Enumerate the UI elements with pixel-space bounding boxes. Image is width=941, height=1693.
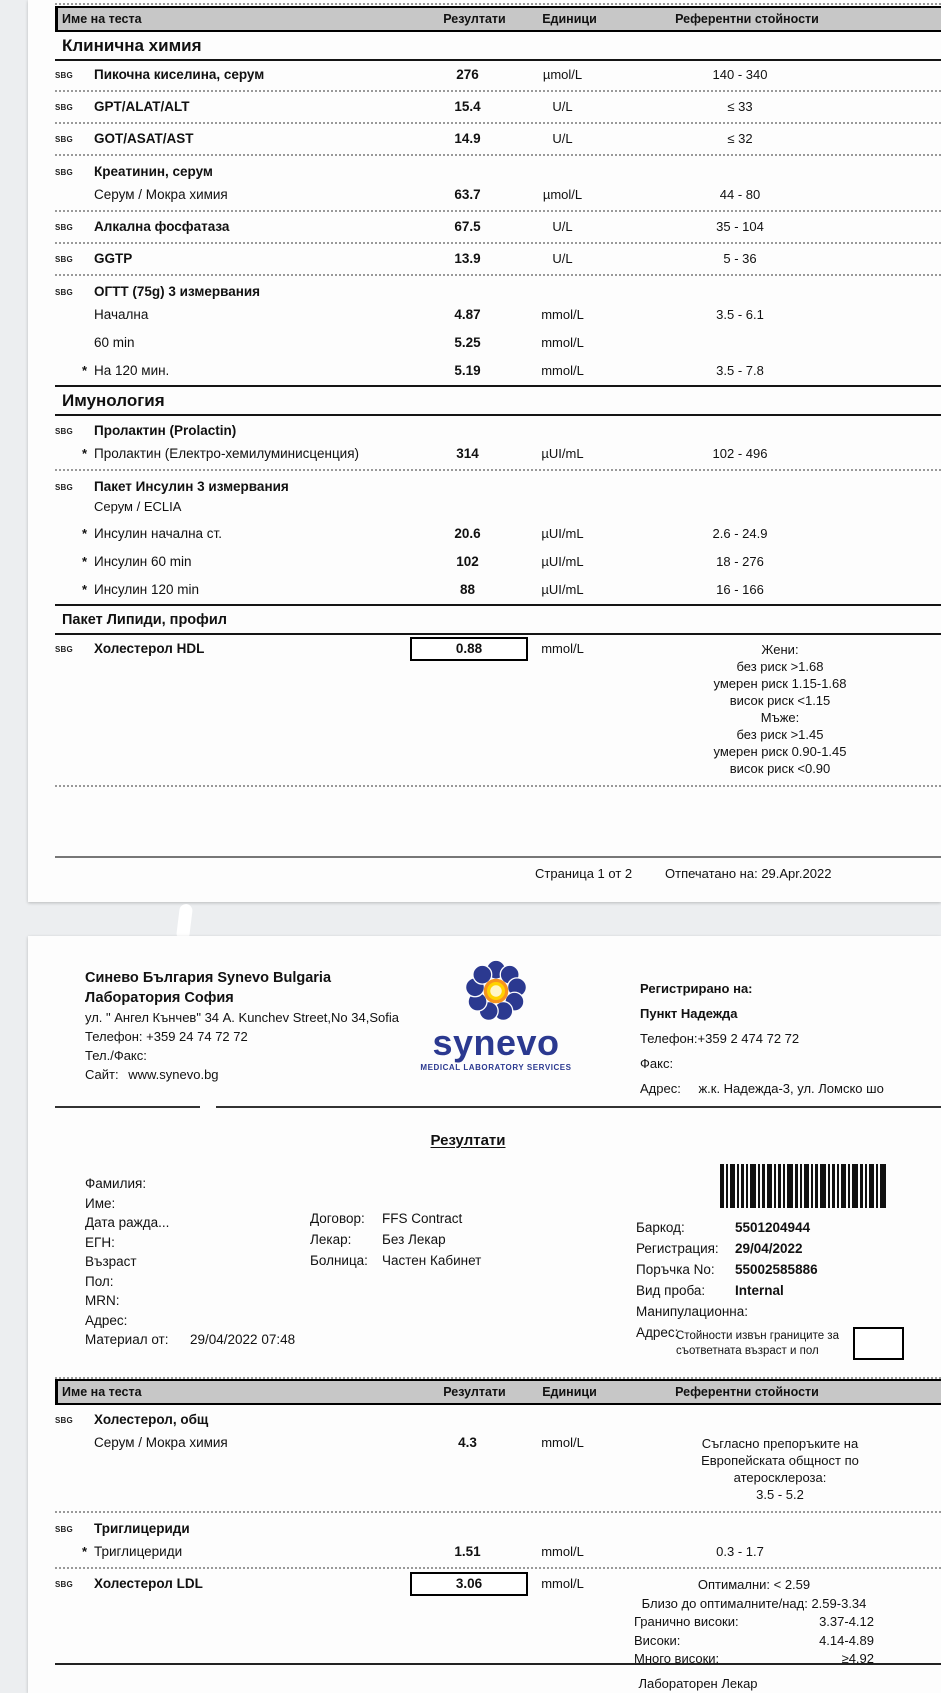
result-cell xyxy=(410,99,525,114)
test-row xyxy=(55,357,941,385)
reference-range: Оптимални: < 2.59 Близо до оптималните/над: 2.59-3.34 Гранично високи: 3.37-4.12 Високи: 4.14-4.89 Много високи: ≥4.92 xyxy=(634,1577,874,1666)
order-field xyxy=(636,1238,818,1259)
report-page-2 xyxy=(28,936,941,1693)
company-name: Синево България Synevo Bulgaria xyxy=(85,970,332,986)
result-cell xyxy=(410,554,525,569)
order-info-right xyxy=(636,1217,818,1343)
test-group-row xyxy=(55,277,941,301)
divider-gap xyxy=(200,1101,216,1113)
units: U/L xyxy=(552,131,573,146)
sbg-prefix: SBG xyxy=(55,71,73,80)
test-name: Инсулин 60 min xyxy=(94,554,192,569)
test-row xyxy=(55,245,941,273)
registered-title: Регистрирано на: xyxy=(640,981,753,996)
outlier-note xyxy=(676,1329,839,1359)
company-lab: Лаборатория София xyxy=(85,990,234,1006)
sbg-prefix: SBG xyxy=(55,645,73,654)
units: mmol/L xyxy=(541,1435,584,1450)
order-field-label: Манипулационна: xyxy=(636,1304,749,1319)
patient-field-label: Пол: xyxy=(85,1273,114,1289)
sbg-prefix: SBG xyxy=(55,427,73,436)
patient-field-label: ЕГН: xyxy=(85,1234,115,1250)
order-field-label: Лекар: xyxy=(310,1232,352,1247)
reference-range: 44 - 80 xyxy=(719,187,761,202)
column-header-results: Резултати xyxy=(443,12,506,26)
result-cell xyxy=(410,251,525,266)
test-group-row xyxy=(55,1405,941,1429)
test-name: 60 min xyxy=(94,335,135,350)
units: mmol/L xyxy=(541,335,584,350)
units: mmol/L xyxy=(541,1544,584,1559)
dotted-separator xyxy=(55,1511,941,1513)
sbg-prefix: SBG xyxy=(55,288,73,297)
results-table-2 xyxy=(55,1376,941,1676)
printed-date: Отпечатано на: 29.Apr.2022 xyxy=(665,866,832,881)
dotted-separator xyxy=(55,122,941,124)
order-field xyxy=(310,1229,481,1250)
column-header-results: Резултати xyxy=(443,1385,506,1399)
registered-at-block xyxy=(640,976,884,1101)
test-row xyxy=(55,125,941,153)
result-cell xyxy=(410,526,525,541)
result-value: 14.9 xyxy=(454,131,481,146)
units: mmol/L xyxy=(541,363,584,378)
abnormal-star: * xyxy=(82,363,88,378)
order-field-label: Поръчка No: xyxy=(636,1262,715,1277)
test-group-row xyxy=(55,472,941,496)
units: µUI/mL xyxy=(541,446,584,461)
test-row xyxy=(55,213,941,241)
company-fax: Тел./Факс: xyxy=(85,1048,147,1063)
abnormal-star: * xyxy=(82,446,88,461)
result-value: 1.51 xyxy=(454,1544,481,1559)
result-value: 102 xyxy=(456,554,479,569)
site-label: Сайт: xyxy=(85,1067,119,1082)
reference-range: Съгласно препоръките на Европейската общност по атеросклероза: 3.5 - 5.2 xyxy=(701,1436,859,1502)
units: U/L xyxy=(552,219,573,234)
registered-point: Пункт Надежда xyxy=(640,1006,738,1021)
order-field-label: Регистрация: xyxy=(636,1241,719,1256)
company-phone: Телефон: +359 24 74 72 72 xyxy=(85,1029,248,1044)
test-name: Холестерол HDL xyxy=(94,641,205,656)
units: U/L xyxy=(552,251,573,266)
results-table-body xyxy=(55,32,941,787)
result-value: 63.7 xyxy=(454,187,481,202)
dotted-separator xyxy=(55,242,941,244)
registered-address-label: Адрес: xyxy=(640,1081,681,1096)
reference-range: 102 - 496 xyxy=(712,446,768,461)
test-name: GPT/ALAT/ALT xyxy=(94,99,190,114)
order-field-value: 5501204944 xyxy=(735,1220,811,1235)
units: mmol/L xyxy=(541,1576,584,1591)
test-group-row xyxy=(55,1514,941,1538)
result-cell xyxy=(410,582,525,597)
result-cell xyxy=(410,307,525,322)
order-field-label: Договор: xyxy=(310,1211,365,1226)
test-name: GGTP xyxy=(94,251,133,266)
outlier-note-line: Стойности извън границите за xyxy=(676,1330,839,1342)
dotted-separator xyxy=(55,1567,941,1569)
result-value: 20.6 xyxy=(454,526,481,541)
brand-name: synevo xyxy=(432,1022,560,1063)
test-row xyxy=(55,548,941,576)
test-name: GOT/ASAT/AST xyxy=(94,131,194,146)
order-field xyxy=(310,1250,481,1271)
test-row xyxy=(55,440,941,468)
test-name: Холестерол LDL xyxy=(94,1576,203,1591)
reference-range: 3.5 - 7.8 xyxy=(716,363,764,378)
order-field xyxy=(636,1280,818,1301)
result-value: 4.3 xyxy=(458,1435,477,1450)
order-field-label: Вид проба: xyxy=(636,1283,706,1298)
test-name: Холестерол, общ xyxy=(94,1412,209,1427)
sbg-prefix: SBG xyxy=(55,135,73,144)
registered-address: ж.к. Надежда-3, ул. Ломско шо xyxy=(698,1081,884,1096)
patient-field-label: Фамилия: xyxy=(85,1176,147,1191)
order-field xyxy=(636,1301,818,1322)
abnormal-star: * xyxy=(82,582,88,597)
dotted-separator xyxy=(55,154,941,156)
units: mmol/L xyxy=(541,641,584,656)
result-value: 276 xyxy=(456,67,479,82)
result-value: 5.19 xyxy=(454,363,481,378)
footer-rule xyxy=(55,1663,941,1665)
test-name: Пикочна киселина, серум xyxy=(94,67,265,82)
result-value: 3.06 xyxy=(410,1572,528,1596)
result-value: 5.25 xyxy=(454,335,481,350)
test-name: Пролактин (Електро-хемилуминисценция) xyxy=(94,446,360,461)
units: µUI/mL xyxy=(541,554,584,569)
column-header-units: Единици xyxy=(542,1385,597,1399)
registered-fax-label: Факс: xyxy=(640,1056,674,1071)
reference-range: 18 - 276 xyxy=(716,554,764,569)
order-field-value: Internal xyxy=(735,1283,784,1298)
footer-rule xyxy=(55,856,941,858)
column-header-test-name: Име на теста xyxy=(62,1385,142,1399)
reference-range: 2.6 - 24.9 xyxy=(712,526,768,541)
test-row xyxy=(55,301,941,329)
result-value: 314 xyxy=(456,446,479,461)
result-value: 67.5 xyxy=(454,219,481,234)
header-divider xyxy=(55,1106,941,1108)
result-cell xyxy=(410,219,525,234)
reference-range: Жени: без риск >1.68 умерен риск 1.15-1.68 висок риск <1.15 Мъже: без риск >1.45 умерен риск 0.90-1.45 висок риск <0.90 xyxy=(713,642,847,776)
test-name: Серум / Мокра химия xyxy=(94,1435,228,1450)
sbg-prefix: SBG xyxy=(55,1416,73,1425)
synevo-flower-icon xyxy=(406,950,586,1032)
reference-range: 16 - 166 xyxy=(716,582,764,597)
units: µUI/mL xyxy=(541,526,584,541)
result-cell xyxy=(410,446,525,461)
column-header-reference: Референтни стойности xyxy=(675,1385,819,1399)
test-row xyxy=(55,181,941,209)
units: µmol/L xyxy=(542,187,583,202)
reference-range: ≤ 32 xyxy=(727,131,753,146)
method-subtext: Серум / ECLIA xyxy=(94,499,182,514)
result-value: 0.88 xyxy=(410,637,528,661)
result-cell xyxy=(410,131,525,146)
result-cell xyxy=(410,67,525,82)
units: mmol/L xyxy=(541,307,584,322)
sbg-prefix: SBG xyxy=(55,168,73,177)
synevo-logo xyxy=(406,950,586,1072)
site-url[interactable]: www.synevo.bg xyxy=(128,1067,219,1082)
outlier-note-line: съответната възраст и пол xyxy=(676,1345,819,1357)
result-cell xyxy=(410,1544,525,1559)
order-field-value: 55002585886 xyxy=(735,1262,818,1277)
result-cell xyxy=(410,641,525,661)
test-name: Инсулин 120 min xyxy=(94,582,200,597)
dotted-separator xyxy=(55,90,941,92)
result-cell xyxy=(410,335,525,350)
reference-range: 5 - 36 xyxy=(723,251,757,266)
brand-tagline: MEDICAL LABORATORY SERVICES xyxy=(420,1063,572,1072)
order-field-label: Баркод: xyxy=(636,1220,685,1235)
registered-phone: +359 2 474 72 72 xyxy=(697,1031,800,1046)
patient-field-label: Дата ражда... xyxy=(85,1215,170,1230)
patient-field-label: Име: xyxy=(85,1195,116,1211)
test-group-row xyxy=(55,416,941,440)
test-row xyxy=(55,1570,941,1676)
patient-field-label: MRN: xyxy=(85,1293,120,1308)
barcode-image xyxy=(720,1164,886,1208)
abnormal-star: * xyxy=(82,554,88,569)
lab-doctor-signature: Лабораторен Лекар xyxy=(638,1676,758,1691)
sbg-prefix: SBG xyxy=(55,483,73,492)
test-name: Пролактин (Prolactin) xyxy=(94,423,237,438)
dotted-separator xyxy=(55,469,941,471)
test-row xyxy=(55,520,941,548)
company-address: ул. " Ангел Кънчев" 34 A. Kunchev Street,No 34,Sofia xyxy=(85,1010,399,1025)
sbg-prefix: SBG xyxy=(55,223,73,232)
patient-field-label: Адрес: xyxy=(85,1312,128,1328)
results-title: Резултати xyxy=(430,1132,506,1149)
result-value: 88 xyxy=(459,582,476,597)
order-field xyxy=(636,1217,818,1238)
outlier-flag-box xyxy=(853,1327,904,1360)
test-row xyxy=(55,1429,941,1510)
result-cell xyxy=(410,363,525,378)
reference-range: 35 - 104 xyxy=(716,219,764,234)
column-header-units: Единици xyxy=(542,12,597,26)
sbg-prefix: SBG xyxy=(55,1525,73,1534)
test-name: Серум / Мокра химия xyxy=(94,187,228,202)
order-field-value: 29/04/2022 xyxy=(735,1241,803,1256)
sbg-prefix: SBG xyxy=(55,103,73,112)
test-name: Пакет Инсулин 3 измервания xyxy=(94,479,289,494)
units: µUI/mL xyxy=(541,582,584,597)
test-name: Алкална фосфатаза xyxy=(94,219,230,234)
material-value: 29/04/2022 07:48 xyxy=(190,1332,296,1347)
registered-phone-label: Телефон: xyxy=(640,1031,698,1046)
units: U/L xyxy=(552,99,573,114)
test-row xyxy=(55,329,941,357)
test-group-row xyxy=(55,157,941,181)
test-name: Инсулин начална ст. xyxy=(94,526,222,541)
dotted-separator xyxy=(55,210,941,212)
test-row xyxy=(55,576,941,604)
registered-address-line xyxy=(640,1076,884,1101)
dotted-separator xyxy=(55,785,941,787)
order-field-label: Адрес: xyxy=(636,1325,679,1340)
patient-info-block xyxy=(85,1174,295,1350)
abnormal-star: * xyxy=(82,526,88,541)
dotted-separator xyxy=(55,3,941,5)
results-table-header xyxy=(55,6,941,32)
results-table-header xyxy=(55,1379,941,1405)
result-cell xyxy=(410,1435,525,1450)
abnormal-star: * xyxy=(82,1544,88,1559)
units: µmol/L xyxy=(542,67,583,82)
sbg-prefix: SBG xyxy=(55,255,73,264)
dotted-separator xyxy=(55,274,941,276)
result-cell xyxy=(410,1576,525,1596)
column-header-reference: Референтни стойности xyxy=(675,12,819,26)
result-cell xyxy=(410,187,525,202)
order-field-value: FFS Contract xyxy=(382,1211,463,1226)
reference-range: 140 - 340 xyxy=(712,67,768,82)
test-name: Начална xyxy=(94,307,149,322)
test-name: Креатинин, серум xyxy=(94,164,213,179)
section-title: Клинична химия xyxy=(62,36,202,55)
result-value: 4.87 xyxy=(454,307,481,322)
results-table-body xyxy=(55,1405,941,1676)
lab-company-block xyxy=(85,968,399,1084)
reference-range: 3.5 - 6.1 xyxy=(716,307,764,322)
material-label: Материал от: xyxy=(85,1332,169,1347)
registered-phone-line xyxy=(640,1026,884,1051)
section-title: Пакет Липиди, профил xyxy=(62,612,227,628)
order-field-value: Без Лекар xyxy=(382,1232,446,1247)
result-value: 13.9 xyxy=(454,251,481,266)
company-site-line xyxy=(85,1065,399,1084)
column-header-test-name: Име на теста xyxy=(62,12,142,26)
test-row xyxy=(55,1538,941,1566)
test-name: Триглицериди xyxy=(94,1521,190,1536)
test-name: ОГТТ (75g) 3 измервания xyxy=(94,284,261,299)
order-field-label: Болница: xyxy=(310,1253,368,1268)
report-page-1 xyxy=(28,0,941,902)
test-row xyxy=(55,635,941,784)
order-field-value: Частен Кабинет xyxy=(382,1253,482,1268)
test-name: Триглицериди xyxy=(94,1544,183,1559)
test-row xyxy=(55,93,941,121)
section-title: Имунология xyxy=(62,391,165,410)
reference-range: ≤ 33 xyxy=(727,99,753,114)
order-field xyxy=(310,1208,481,1229)
test-name: На 120 мин. xyxy=(94,363,170,378)
sbg-prefix: SBG xyxy=(55,1580,73,1589)
order-field xyxy=(636,1259,818,1280)
test-row xyxy=(55,61,941,89)
material-line xyxy=(85,1330,295,1350)
patient-field-label: Възраст xyxy=(85,1254,137,1269)
result-value: 15.4 xyxy=(454,99,481,114)
order-info-left xyxy=(310,1208,481,1271)
page-number: Страница 1 от 2 xyxy=(535,866,633,881)
reference-range: 0.3 - 1.7 xyxy=(716,1544,764,1559)
